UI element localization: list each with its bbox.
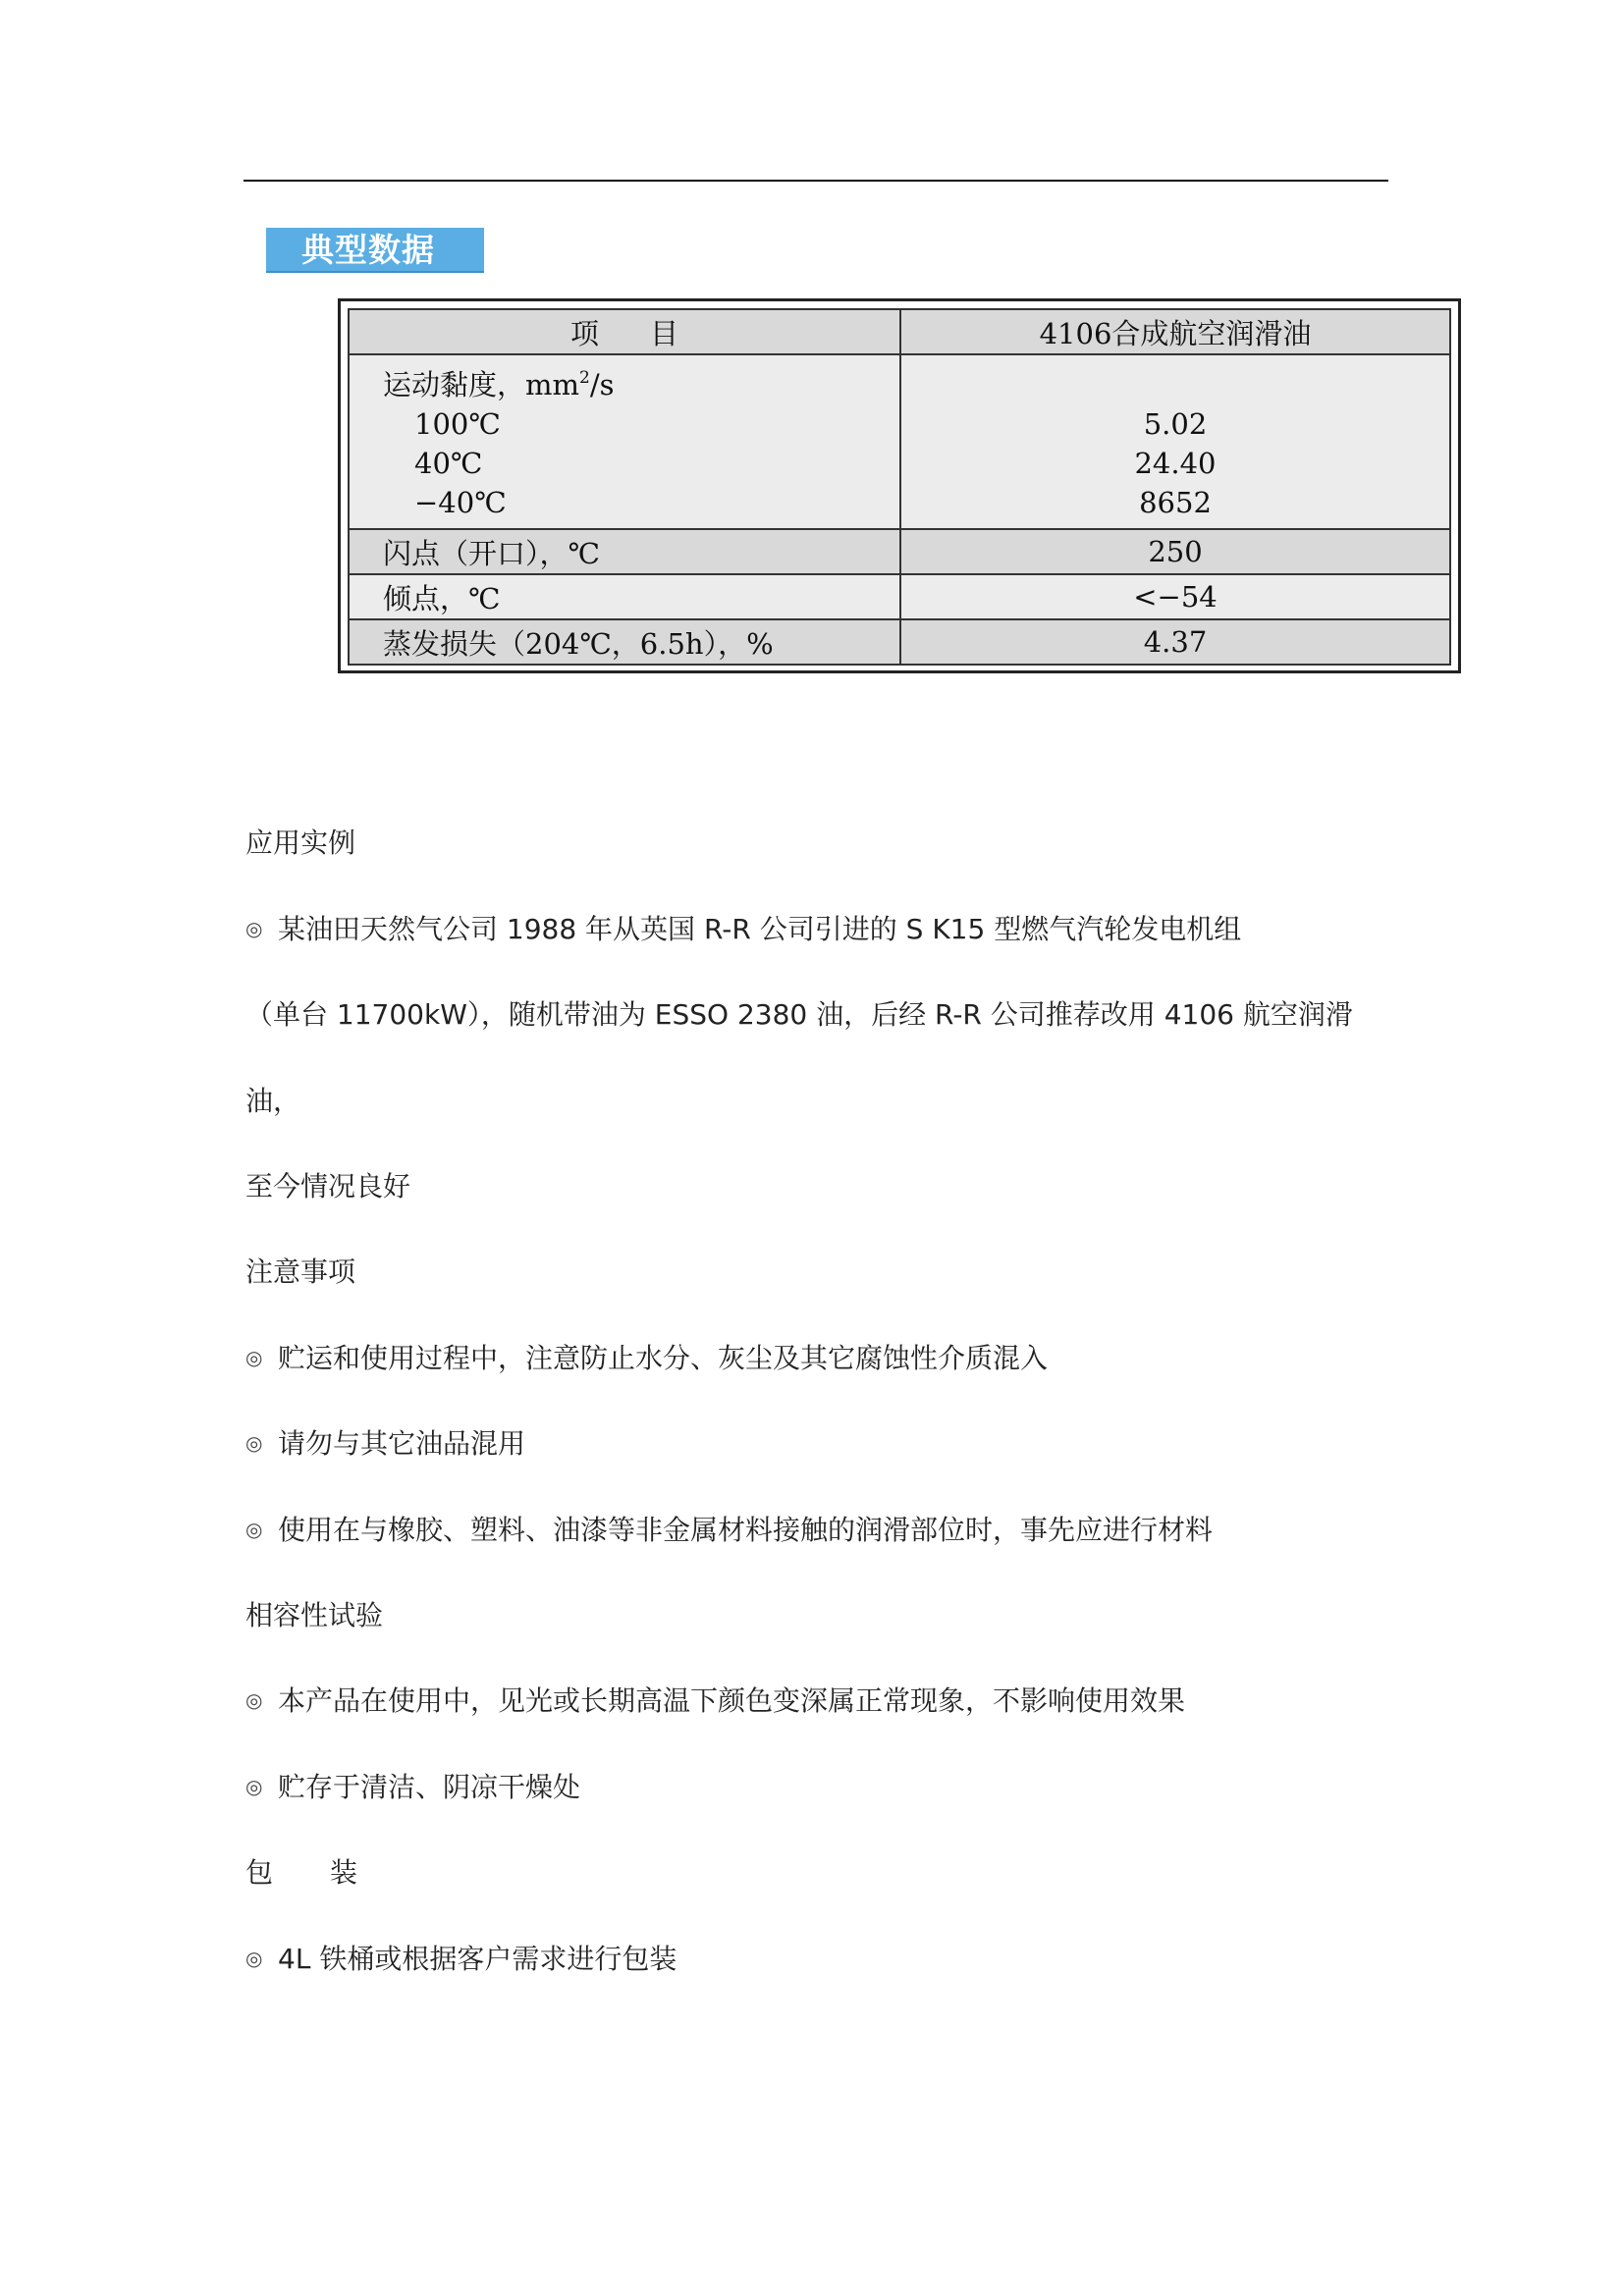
packaging-bullet-1 — [245, 1938, 677, 1977]
packaging-bullet-1-text: 4L 铁桶或根据客户需求进行包装 — [278, 1943, 677, 1975]
notes-bullet-2 — [245, 1422, 525, 1462]
packaging-heading — [245, 1851, 357, 1891]
notes-bullet-4-text: 本产品在使用中，见光或长期高温下颜色变深属正常现象，不影响使用效果 — [278, 1684, 1186, 1717]
viscosity-item-cell — [349, 354, 900, 529]
viscosity-label: 运动黏度，$mm^2/s$ — [383, 368, 615, 401]
flash-point-value: 250 — [900, 529, 1450, 574]
bullet-icon: ◎ — [245, 1775, 263, 1798]
pour-point-label: 倾点，℃ — [349, 574, 900, 619]
application-bullet — [245, 908, 1241, 947]
header-item-cell — [349, 309, 900, 354]
flash-point-label: 闪点（开口），℃ — [349, 529, 900, 574]
header-product-cell: 4106合成航空润滑油 — [900, 309, 1450, 354]
bullet-icon: ◎ — [245, 1688, 263, 1712]
viscosity-value-100: 5.02 — [1143, 407, 1208, 441]
notes-heading: 注意事项 — [245, 1255, 356, 1288]
table-row-pour-point — [349, 574, 1450, 619]
table-row-viscosity — [349, 354, 1450, 529]
viscosity-value-cell — [900, 354, 1450, 529]
bullet-icon: ◎ — [245, 1346, 263, 1369]
notes-bullet-1 — [245, 1337, 1048, 1376]
bullet-icon: ◎ — [245, 1431, 263, 1455]
viscosity-temp-minus40: −40℃ — [414, 486, 507, 519]
notes-bullet-4 — [245, 1680, 1185, 1719]
application-line-3: 油， — [245, 1085, 301, 1117]
evaporation-loss-value: 4.37 — [900, 619, 1450, 665]
bullet-icon: ◎ — [245, 1518, 263, 1541]
notes-bullet-5-text: 贮存于清洁、阴凉干燥处 — [278, 1771, 581, 1803]
bullet-icon: ◎ — [245, 917, 263, 940]
table-row-evaporation-loss — [349, 619, 1450, 665]
viscosity-value-40: 24.40 — [1134, 447, 1217, 480]
notes-bullet-5 — [245, 1766, 580, 1805]
application-heading: 应用实例 — [245, 827, 356, 859]
packaging-heading-char-1: 包 — [245, 1856, 274, 1889]
notes-bullet-2-text: 请勿与其它油品混用 — [278, 1427, 526, 1460]
pour-point-value: <−54 — [900, 574, 1450, 619]
application-line-1: 某油田天然气公司 1988 年从英国 R-R 公司引进的 S K15 型燃气汽轮发电机组 — [278, 913, 1242, 945]
evaporation-loss-label: 蒸发损失（204℃，6.5h），% — [349, 619, 900, 665]
application-line-2: （单台 11700kW），随机带油为 ESSO 2380 油，后经 R-R 公司推荐改用 4106 航空润滑 — [245, 998, 1353, 1031]
table-header-row — [349, 309, 1450, 354]
viscosity-temp-40: 40℃ — [414, 447, 483, 480]
table-row-flash-point — [349, 529, 1450, 574]
application-line-4: 至今情况良好 — [245, 1170, 411, 1202]
typical-data-banner: 典型数据 — [266, 228, 484, 273]
properties-table — [348, 308, 1451, 666]
viscosity-value-minus40: 8652 — [1139, 486, 1212, 519]
header-item-label: 项目 — [569, 316, 730, 350]
notes-bullet-1-text: 贮运和使用过程中，注意防止水分、灰尘及其它腐蚀性介质混入 — [278, 1342, 1049, 1374]
notes-bullet-3-text: 使用在与橡胶、塑料、油漆等非金属材料接触的润滑部位时，事先应进行材料 — [278, 1514, 1214, 1546]
notes-bullet-3 — [245, 1509, 1213, 1548]
typical-data-table — [338, 298, 1461, 673]
packaging-heading-char-2: 装 — [330, 1856, 358, 1889]
bullet-icon: ◎ — [245, 1947, 263, 1970]
notes-bullet-3-continuation: 相容性试验 — [245, 1599, 384, 1631]
viscosity-temp-100: 100℃ — [414, 407, 501, 441]
header-rule — [244, 180, 1388, 182]
